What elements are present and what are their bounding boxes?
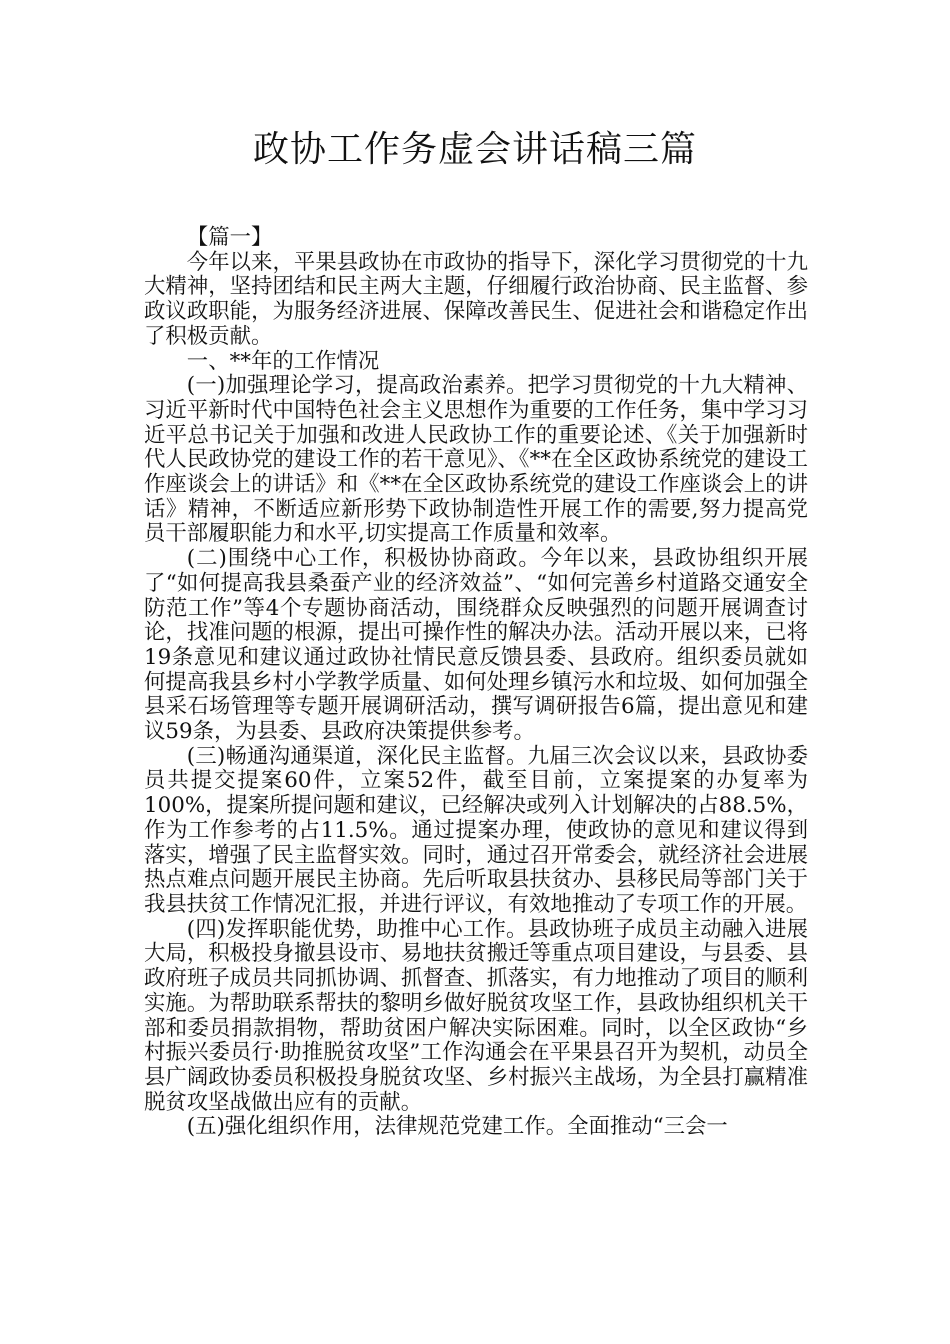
body-paragraph: (三)畅通沟通渠道，深化民主监督。九届三次会议以来，县政协委员共提交提案60件，立案52件，截至目前，立案提案的办复率为100%，提案所提问题和建议，已经解决或列入计划解决的占88.5%，作为工作参考的占11.5%。通过提案办理，使政协的意见和建议得到落实，增强了民主监督实效。同时，通过召开常委会，就经济社会进展热点难点问题开展民主协商。先后听取县扶贫办、县移民局等部门关于我县扶贫工作情况汇报，并进行评议，有效地推动了专项工作的开展。 xyxy=(144,743,808,917)
section-heading: 一、**年的工作情况 xyxy=(186,348,380,374)
section-label: 【篇一】 xyxy=(186,225,273,250)
intro-paragraph: 今年以来，平果县政协在市政协的指导下，深化学习贯彻党的十九大精神，坚持团结和民主两大主题，仔细履行政治协商、民主监督、参政议政职能，为服务经济进展、保障改善民生、促进社会和谐稳定作出了积极贡献。 xyxy=(144,249,808,349)
document-title: 政协工作务虚会讲话稿三篇 xyxy=(252,129,697,170)
body-paragraph: (二)围绕中心工作，积极协协商政。今年以来，县政协组织开展了“如何提高我县桑蚕产业的经济效益”、“如何完善乡村道路交通安全防范工作”等4个专题协商活动，围绕群众反映强烈的问题开展调查讨论，找准问题的根源，提出可操作性的解决办法。活动开展以来，已将19条意见和建议通过政协社情民意反馈县委、县政府。组织委员就如何提高我县乡村小学教学质量、如何处理乡镇污水和垃圾、如何加强全县采石场管理等专题开展调研活动，撰写调研报告6篇，提出意见和建议59条，为县委、县政府决策提供参考。 xyxy=(144,546,808,745)
body-paragraph: (一)加强理论学习，提高政治素养。把学习贯彻党的十九大精神、习近平新时代中国特色社会主义思想作为重要的工作任务，集中学习习近平总书记关于加强和改进人民政协工作的重要论述、《关于加强新时代人民政协党的建设工作的若干意见》、《**在全区政协系统党的建设工作座谈会上的讲话》和《**在全区政协系统党的建设工作座谈会上的讲话》精神，不断适应新形势下政协制造性开展工作的需要,努力提高党员干部履职能力和水平,切实提高工作质量和效率。 xyxy=(144,373,808,547)
document-body xyxy=(144,226,808,1140)
body-paragraph: (四)发挥职能优势，助推中心工作。县政协班子成员主动融入进展大局，积极投身撤县设市、易地扶贫搬迁等重点项目建设，与县委、县政府班子成员共同抓协调、抓督查、抓落实，有力地推动了项目的顺利实施。为帮助联系帮扶的黎明乡做好脱贫攻坚工作，县政协组织机关干部和委员捐款捐物，帮助贫困户解决实际困难。同时，以全区政协“乡村振兴委员行·助推脱贫攻坚”工作沟通会在平果县召开为契机，动员全县广阔政协委员积极投身脱贫攻坚、乡村振兴主战场，为全县打赢精准脱贫攻坚战做出应有的贡献。 xyxy=(144,916,808,1115)
body-paragraph: (五)强化组织作用，法律规范党建工作。全面推动“三会一 xyxy=(186,1114,728,1140)
